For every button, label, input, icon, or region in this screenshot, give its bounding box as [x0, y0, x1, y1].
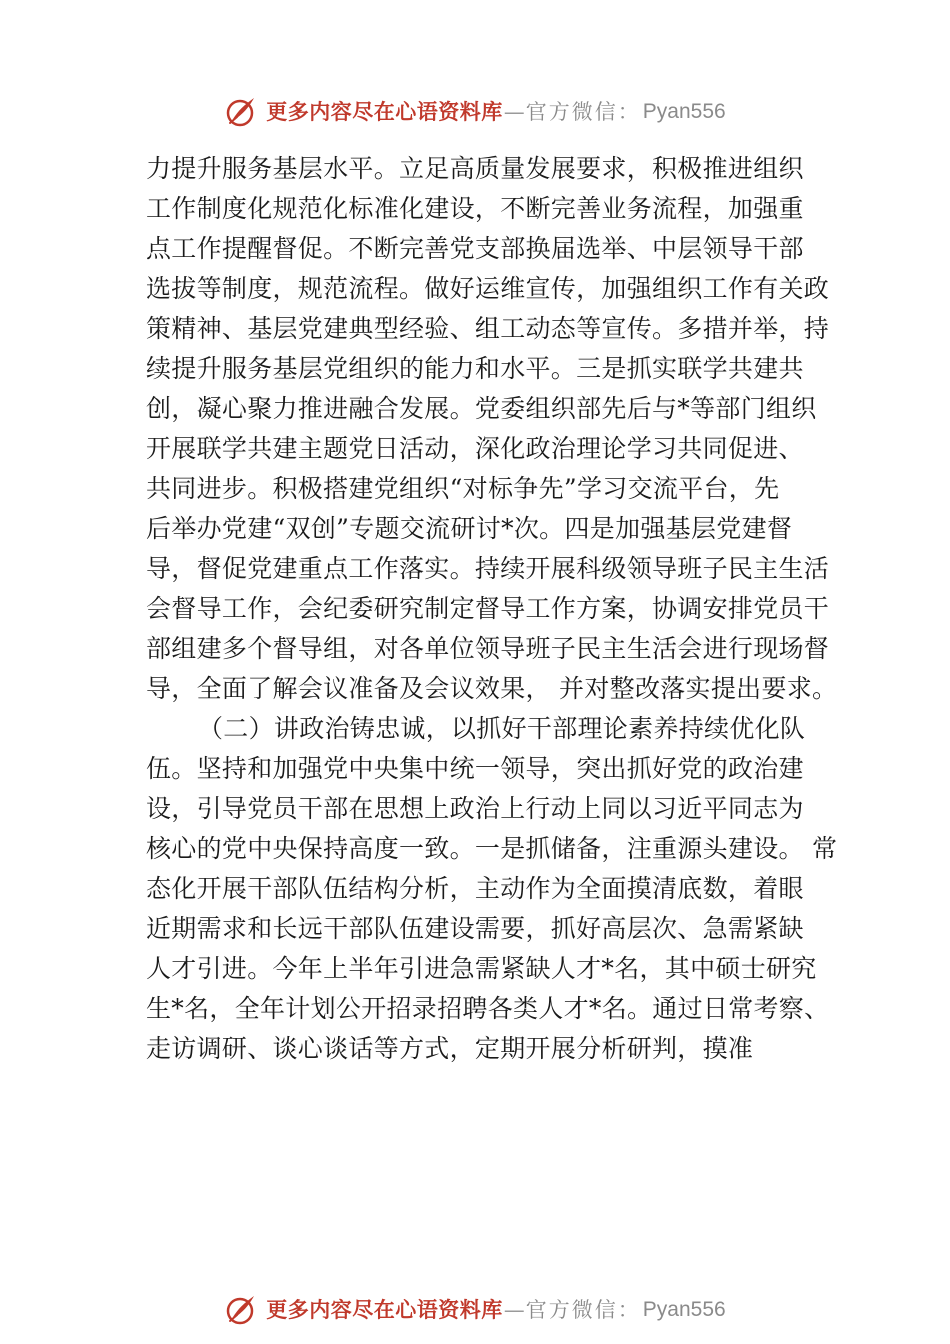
text-line: 核心的党中央保持高度一致。一是抓储备，注重源头建设。 常 [146, 834, 838, 863]
text-line: 导，全面了解会议准备及会议效果， 并对整改落实提出要求。 [146, 674, 838, 703]
banner-dash: — [503, 1298, 525, 1322]
text-line: 设，引导党员干部在思想上政治上行动上同以习近平同志为 [146, 794, 804, 823]
text-line: 会督导工作，会纪委研究制定督导工作方案，协调安排党员干 [146, 594, 830, 623]
text-line: 创，凝心聚力推进融合发展。党委组织部先后与*等部门组织 [146, 394, 817, 423]
footer-banner [0, 1290, 950, 1330]
banner-main-text: 更多内容尽在心语资料库 [266, 1297, 503, 1322]
banner-dash: — [503, 100, 525, 124]
text-line: 导，督促党建重点工作落实。持续开展科级领导班子民主生活 [146, 554, 830, 583]
text-line: 生*名，全年计划公开招录招聘各类人才*名。通过日常考察、 [146, 994, 830, 1023]
banner-text [266, 1290, 725, 1330]
text-line: 策精神、基层党建典型经验、组工动态等宣传。多措并举，持 [146, 314, 830, 343]
text-line: 开展联学共建主题党日活动，深化政治理论学习共同促进、 [146, 434, 804, 463]
banner-text [266, 92, 725, 132]
text-line: 点工作提醒督促。不断完善党支部换届选举、中层领导干部 [146, 234, 804, 263]
section-heading: （二）讲政治铸忠诚，以抓好干部理论素养持续优化队 [198, 714, 806, 743]
text-line: 人才引进。今年上半年引进急需紧缺人才*名，其中硕士研究 [146, 954, 817, 983]
text-line: 工作制度化规范化标准化建设，不断完善业务流程，加强重 [146, 194, 804, 223]
text-line: 力提升服务基层水平。立足高质量发展要求，积极推进组织 [146, 154, 804, 183]
banner-wechat-id: Pyan556 [642, 1298, 726, 1321]
text-line: 后举办党建“双创”专题交流研讨*次。四是加强基层党建督 [146, 514, 793, 543]
text-line: 选拔等制度，规范流程。做好运维宣传，加强组织工作有关政 [146, 274, 830, 303]
banner-sub-text: 官方微信： [525, 100, 641, 124]
text-line: 走访调研、谈心谈话等方式，定期开展分析研判，摸准 [146, 1034, 754, 1063]
text-line: 共同进步。积极搭建党组织“对标争先”学习交流平台，先 [146, 474, 780, 503]
text-line: 态化开展干部队伍结构分析，主动作为全面摸清底数，着眼 [146, 874, 804, 903]
banner-wechat-id: Pyan556 [642, 100, 726, 123]
banner-main-text: 更多内容尽在心语资料库 [266, 99, 503, 124]
document-body [146, 149, 838, 1069]
banner-sub-text: 官方微信： [525, 1298, 641, 1322]
header-banner [0, 92, 950, 132]
quill-logo-icon [224, 1293, 258, 1327]
text-line: 部组建多个督导组，对各单位领导班子民主生活会进行现场督 [146, 634, 830, 663]
text-line: 续提升服务基层党组织的能力和水平。三是抓实联学共建共 [146, 354, 804, 383]
quill-logo-icon [224, 95, 258, 129]
text-line: 近期需求和长远干部队伍建设需要，抓好高层次、急需紧缺 [146, 914, 804, 943]
text-line: 伍。坚持和加强党中央集中统一领导，突出抓好党的政治建 [146, 754, 804, 783]
